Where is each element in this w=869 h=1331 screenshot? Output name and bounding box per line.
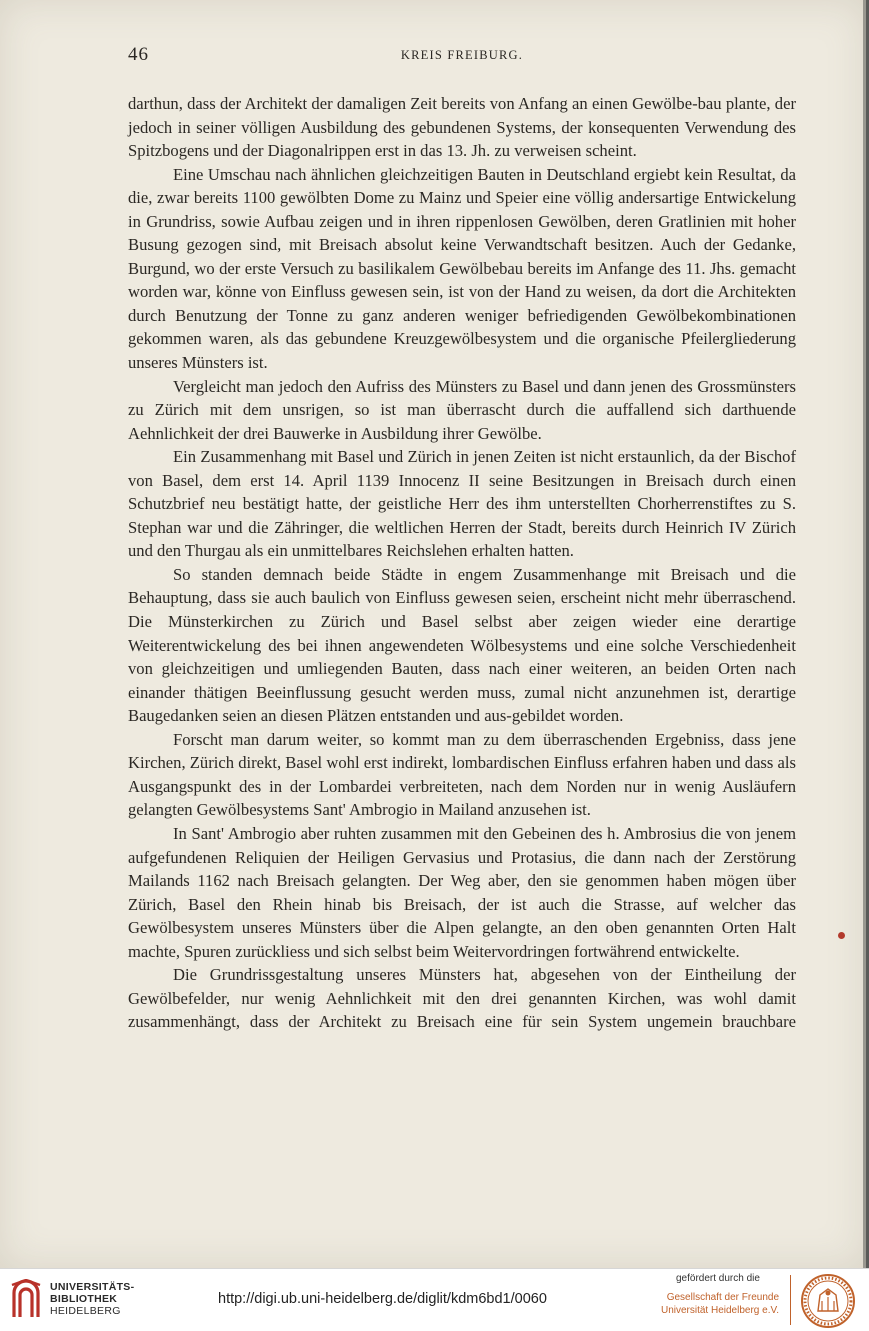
running-head: [128, 44, 796, 68]
library-line-3: HEIDELBERG: [50, 1305, 121, 1317]
permalink-url[interactable]: http://digi.ub.uni-heidelberg.de/diglit/kdm6bd1/0060: [218, 1291, 547, 1307]
supported-by-label: gefördert durch die: [676, 1273, 760, 1284]
paragraph-2: Eine Umschau nach ähnlichen gleichzeitigen Bauten in Deutschland ergiebt kein Resultat, da die, zwar bereits 1100 gewölbten Dome zu Mainz und Speier eine völlig andersartige Entwickelung in Grundriss, sowie Aufbau zeigen und in ihren rippenlosen Gewölben, deren Gratlinien mit hoher Busung gezogen sind, mit Breisach absolut keine Verwandtschaft besitzen. Auch der Gedanke, Burgund, wo der erste Versuch zu basilikalem Gewölbebau bereits im Anfange des 11. Jhs. gemacht worden war, könne von Einfluss gewesen sein, ist von der Hand zu weisen, da dort die Architekten durch Benutzung der Tonne zu ganz anderen weniger befriedigenden Gewölbekombinationen gekommen waren, als das gebundene Kreuzgewölbesystem und die organische Pfeilergliederung unseres Münsters ist.: [128, 164, 796, 373]
paragraph-3: Vergleicht man jedoch den Aufriss des Münsters zu Basel und dann jenen des Grossmünsters zu Zürich mit dem unsrigen, so ist man überrascht durch die auffallend sich darthuende Aehnlichkeit der drei Bauwerke in Ausbildung ihrer Gewölbe.: [128, 376, 796, 443]
paragraph-8: Die Grundrissgestaltung unseres Münsters hat, abgesehen von der Eintheilung der Gewölbefelder, nur wenig Aehnlichkeit mit den drei genannten Kirchen, was wohl damit zusammenhängt, dass der Architekt zu Breisach eine für sein System ungemein brauchbare: [128, 965, 796, 1032]
library-name: [50, 1281, 134, 1317]
page-edge: [863, 0, 866, 1268]
library-line-2: BIBLIOTHEK: [50, 1293, 118, 1305]
paragraph-6: Forscht man darum weiter, so kommt man zu dem überraschenden Ergebniss, dass jene Kirchen, Zürich direkt, Basel wohl erst indirekt, lombardischen Einfluss erfahren haben und dass als Ausgangspunkt des in der Lombardei verbreiteten, nach dem Norden nur in wenig Ausläufern gelangten Gewölbesystems Sant' Ambrogio in Mailand anzusehen ist.: [128, 729, 796, 820]
society-name: [661, 1291, 779, 1317]
running-title: KREIS FREIBURG.: [400, 48, 524, 62]
society-line-1: Gesellschaft der Freunde: [666, 1292, 779, 1303]
paragraph-7: In Sant' Ambrogio aber ruhten zusammen mit den Gebeinen des h. Ambrosius die von jenem aufgefundenen Reliquien der Heiligen Gervasius und Protasius, die dann nach der Zerstörung Mailands 1162 nach Breisach gelangten. Der Weg aber, den sie genommen haben mögen über Zürich, Basel den Rhein hinab bis Breisach, der ist auch die Strasse, auf welcher das Gewölbesystem unseres Münsters über die Alpen gelangte, an den oben genannten Orten Halt machte, Spuren zurückliess und sich selbst beim Weitervordringen fortwährend entwickelte.: [128, 823, 796, 961]
university-seal-icon: [800, 1273, 856, 1329]
society-line-2: Universität Heidelberg e.V.: [660, 1305, 779, 1316]
paragraph-5: So standen demnach beide Städte in engem Zusammenhange mit Breisach und die Behauptung, dass sie auch baulich von Einfluss gewesen seien, erscheint nicht mehr überraschend. Die Münsterkirchen zu Zürich und Basel selbst aber zeigen wieder eine derartige Weiterentwickelung des bei ihnen angewendeten Wölbesystems und eine solche Verschiedenheit von gleichzeitigen und umliegenden Bauten, dass nach einer weiteren, an beiden Orten nach einander thätigen Beeinflussung gesucht werden muss, zumal nicht anzunehmen ist, derartige Baugedanken seien an diesen Plätzen entstanden und aus-gebildet worden.: [128, 564, 796, 726]
red-ink-speck: [838, 932, 845, 939]
page-number: 46: [128, 44, 149, 65]
paragraph-1: darthun, dass der Architekt der damaligen Zeit bereits von Anfang an einen Gewölbe-bau plante, der jedoch in seiner völligen Ausbildung des gebundenen Systems, der konsequenten Verwendung des Spitzbogens und der Diagonalrippen erst in das 13. Jh. zu verweisen scheint.: [128, 94, 796, 161]
ub-heidelberg-logo-icon: [10, 1279, 42, 1319]
library-line-1: UNIVERSITÄTS-: [50, 1281, 135, 1293]
body-text: [128, 92, 796, 1034]
paragraph-4: Ein Zusammenhang mit Basel und Zürich in jenen Zeiten ist nicht erstaunlich, da der Bischof von Basel, dem erst 14. April 1139 Innocenz II seine Besitzungen in Breisach durch einen Schutzbrief neu bestätigt hatte, der geistliche Herr des ihm unterstellten Chorherrenstiftes zu S. Stephan war und die Zähringer, die weltlichen Herren der Stadt, bereits durch Heinrich IV Zürich und den Thurgau als ein unmittelbares Reichslehen erhalten hatten.: [128, 447, 796, 561]
footer-bar: [0, 1268, 869, 1331]
society-divider: [790, 1275, 791, 1325]
